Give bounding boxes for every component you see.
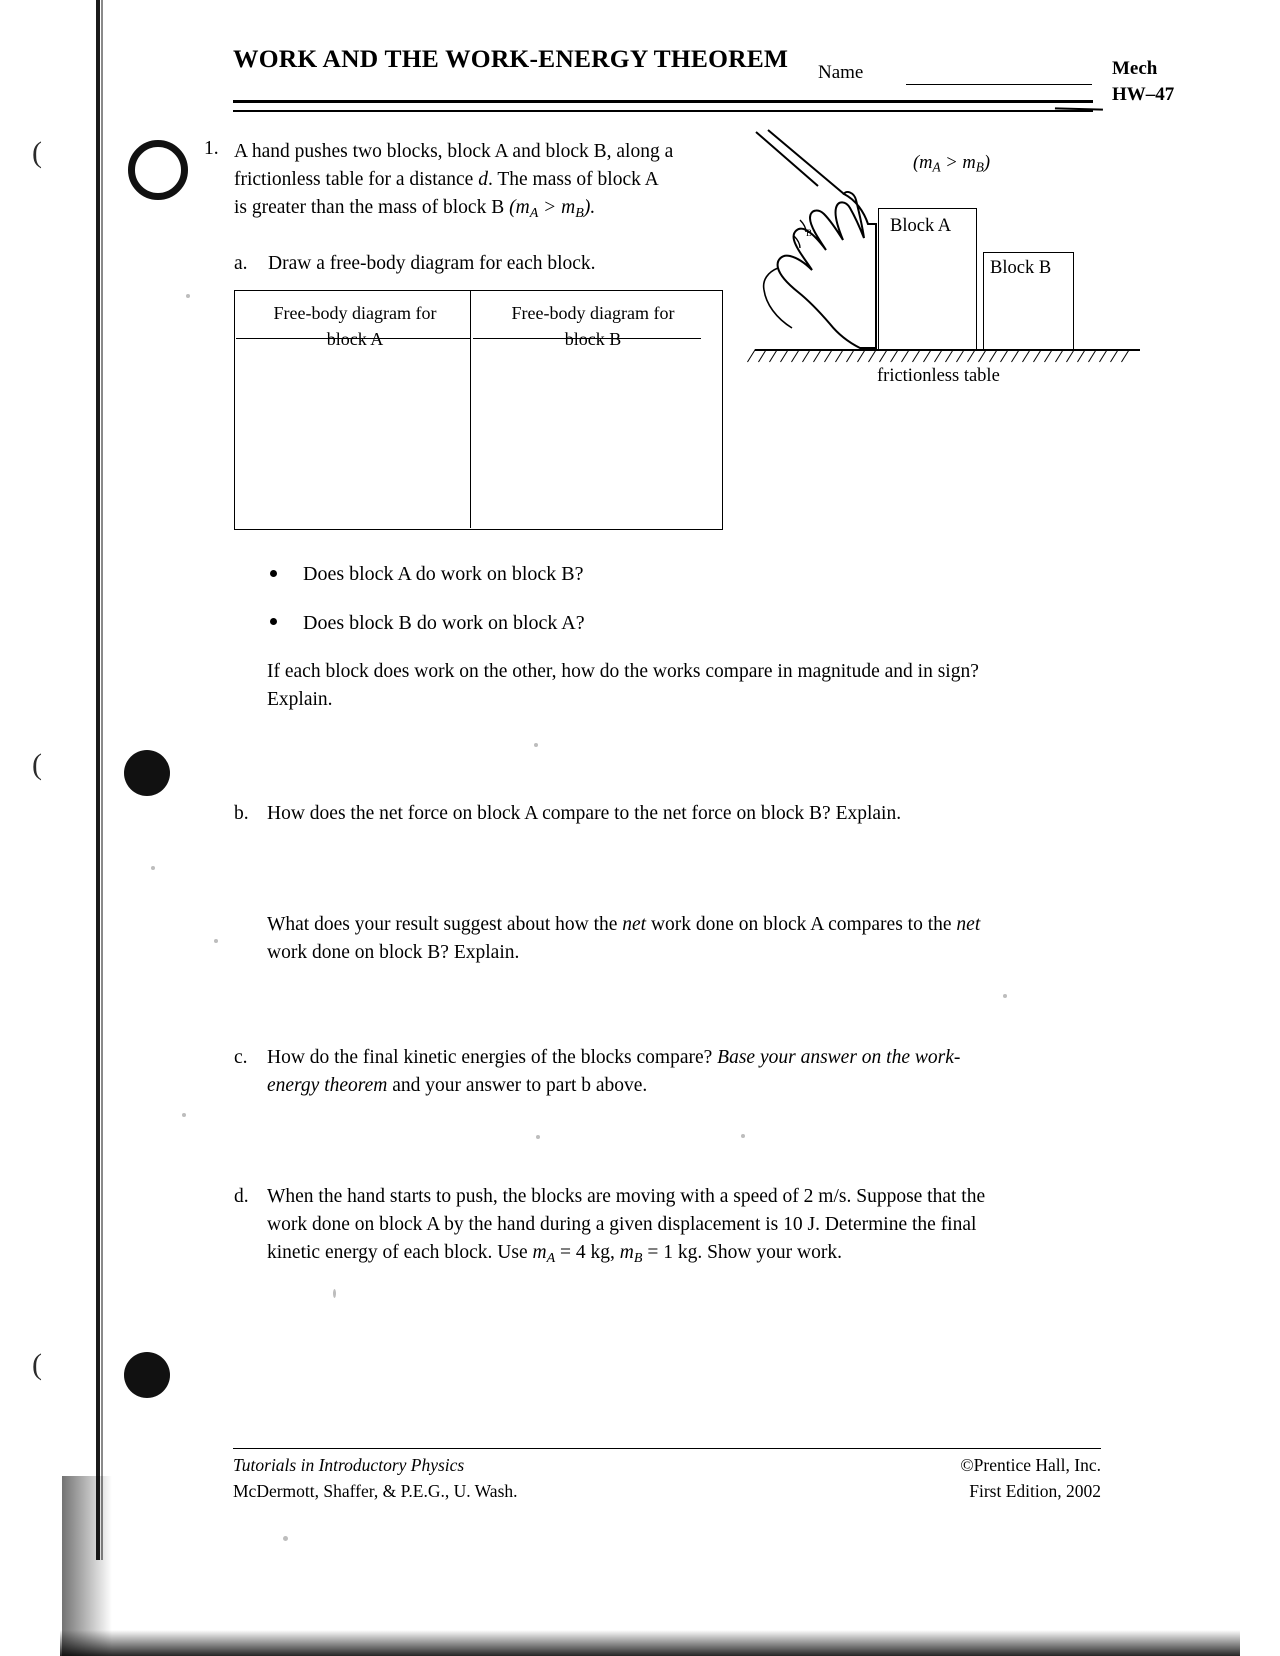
scan-border-gap xyxy=(236,340,239,488)
mass-relation-open: (m xyxy=(509,197,530,218)
figure-mass-relation xyxy=(913,153,990,176)
scan-shadow-corner xyxy=(62,1476,112,1656)
hatch-mark xyxy=(868,349,877,362)
hatch-mark xyxy=(846,349,855,362)
hatch-mark xyxy=(1044,349,1053,362)
punch-hole-top xyxy=(128,140,188,200)
footer-authors: McDermott, Shaffer, & P.E.G., U. Wash. xyxy=(233,1481,518,1501)
scan-speck xyxy=(534,743,538,747)
hatch-mark xyxy=(780,349,789,362)
footer-copyright: ©Prentice Hall, Inc. xyxy=(960,1455,1101,1475)
mass-b-symbol: m xyxy=(619,1242,634,1263)
hatch-mark xyxy=(1077,349,1086,362)
part-a-followup-line1: If each block does work on the other, how do the works compare in magnitude and in sign? xyxy=(267,661,979,682)
hatch-mark xyxy=(1000,349,1009,362)
hatch-mark xyxy=(824,349,833,362)
mass-a-sub: A xyxy=(546,1249,556,1266)
fbd-caption-rule-a xyxy=(236,338,470,339)
surface-label: frictionless table xyxy=(877,366,1000,386)
part-c-emph-2: energy theorem xyxy=(267,1075,388,1096)
hatch-mark xyxy=(802,349,811,362)
scan-border-gap xyxy=(471,375,474,483)
scan-speck xyxy=(741,1134,745,1138)
footer-edition: First Edition, 2002 xyxy=(969,1481,1101,1501)
hatch-mark xyxy=(1066,349,1075,362)
question-stem-line2a: frictionless table for a distance xyxy=(234,169,479,190)
figure-mass-a-sub: A xyxy=(932,159,941,175)
footer-book-title: Tutorials in Introductory Physics xyxy=(233,1455,465,1475)
part-c-text-pre: How do the final kinetic energies of the blocks compare? xyxy=(267,1047,718,1068)
header-divider-rule xyxy=(233,100,1093,112)
hatch-mark xyxy=(934,349,943,362)
figure-mass-open: (m xyxy=(913,153,933,173)
scan-shadow-bottom xyxy=(60,1630,1240,1656)
part-a-followup xyxy=(267,658,1097,714)
part-b-emph-net-1: net xyxy=(622,914,647,935)
bullet-marker xyxy=(270,570,277,577)
question-stem-line2b: . The mass of block A xyxy=(487,169,659,190)
hatch-mark xyxy=(912,349,921,362)
question-stem xyxy=(234,138,744,227)
part-b-text: How does the net force on block A compare to the net force on block B? Explain. xyxy=(267,803,902,824)
punch-hole-bottom xyxy=(124,1352,170,1398)
block-b-label: Block B xyxy=(990,258,1052,278)
question-stem-line3a: is greater than the mass of block B xyxy=(234,197,510,218)
question-number: 1. xyxy=(204,138,219,159)
page-title: WORK AND THE WORK-ENERGY THEOREM xyxy=(233,44,789,73)
hatch-mark xyxy=(769,349,778,362)
name-write-in-line[interactable] xyxy=(906,84,1092,85)
name-label: Name xyxy=(818,62,864,83)
part-c-text xyxy=(267,1044,1097,1100)
part-c-text-post: and your answer to part b above. xyxy=(387,1075,648,1096)
part-d-text xyxy=(267,1183,1097,1272)
hatch-mark xyxy=(901,349,910,362)
hatch-mark xyxy=(967,349,976,362)
scan-speck xyxy=(1003,994,1007,998)
part-d-letter: d. xyxy=(234,1186,249,1207)
hatch-mark xyxy=(978,349,987,362)
figure-mass-close: ) xyxy=(983,153,991,173)
scan-speck xyxy=(333,1289,336,1298)
bullet-marker xyxy=(270,618,277,625)
fbd-caption-a-line1: Free-body diagram for xyxy=(273,303,437,323)
scan-speck xyxy=(536,1135,540,1139)
scan-mark-top: ( xyxy=(32,136,42,169)
hatch-mark xyxy=(1011,349,1020,362)
scan-mark-middle: ( xyxy=(32,748,42,781)
fbd-caption-b-line1: Free-body diagram for xyxy=(511,303,675,323)
hatch-mark xyxy=(835,349,844,362)
fbd-caption-rule-b xyxy=(473,338,701,339)
svg-text:B: B xyxy=(806,228,813,238)
part-a-bullet-2: Does block B do work on block A? xyxy=(303,612,585,634)
course-code-label: Mech xyxy=(1112,58,1158,79)
hatch-mark xyxy=(956,349,965,362)
surface-hatching xyxy=(755,349,1140,363)
hatch-mark xyxy=(890,349,899,362)
hatch-mark xyxy=(1121,349,1130,362)
mass-a-subscript: A xyxy=(529,204,539,221)
part-d-line1: When the hand starts to push, the blocks are moving with a speed of 2 m/s. Suppose that the xyxy=(267,1186,986,1207)
hand-illustration xyxy=(748,128,898,358)
scan-speck xyxy=(214,939,218,943)
fbd-caption-b-line2: block B xyxy=(564,329,622,349)
hatch-mark xyxy=(879,349,888,362)
mass-a-value: = 4 kg, xyxy=(555,1242,620,1263)
figure-mass-gt: > m xyxy=(940,153,976,173)
hatch-mark xyxy=(1099,349,1108,362)
fbd-caption-block-b xyxy=(478,300,708,352)
mass-relation-close: ). xyxy=(583,197,596,218)
hatch-mark xyxy=(1055,349,1064,362)
part-d-line2: work done on block A by the hand during a given displacement is 10 J. Determine the final xyxy=(267,1214,977,1235)
part-a-followup-line2: Explain. xyxy=(267,689,333,710)
hatch-mark xyxy=(1022,349,1031,362)
part-a-letter: a. xyxy=(234,253,248,274)
scan-speck xyxy=(182,1113,186,1117)
fbd-caption-block-a xyxy=(240,300,470,352)
mass-a-symbol: m xyxy=(532,1242,547,1263)
distance-symbol: d xyxy=(478,169,488,190)
scan-mark-bottom: ( xyxy=(32,1348,42,1381)
part-a-bullet-1: Does block A do work on block B? xyxy=(303,563,584,585)
hatch-mark xyxy=(989,349,998,362)
page-binding-edge xyxy=(96,0,100,1560)
part-c-letter: c. xyxy=(234,1047,248,1068)
scan-speck xyxy=(283,1536,288,1541)
hatch-mark xyxy=(813,349,822,362)
hatch-mark xyxy=(1088,349,1097,362)
scan-speck xyxy=(186,294,190,298)
hatch-mark xyxy=(791,349,800,362)
mass-b-value: = 1 kg. Show your work. xyxy=(642,1242,842,1263)
scan-speck xyxy=(151,866,155,870)
mass-relation-gt: > m xyxy=(538,197,576,218)
part-b-emph-net-2: net xyxy=(956,914,981,935)
hatch-mark xyxy=(1110,349,1119,362)
mass-b-sub: B xyxy=(633,1249,643,1266)
figure-mass-b-sub: B xyxy=(975,159,984,175)
hatch-mark xyxy=(945,349,954,362)
homework-number-label: HW–47 xyxy=(1112,84,1175,105)
part-b-followup-pre: What does your result suggest about how the xyxy=(267,914,623,935)
part-b-followup-line2: work done on block B? Explain. xyxy=(267,942,520,963)
fbd-caption-a-line2: block A xyxy=(326,329,384,349)
part-b-followup-mid: work done on block A compares to the xyxy=(646,914,957,935)
hatch-mark xyxy=(758,349,767,362)
part-c-emph-1: Base your answer on the work- xyxy=(717,1047,961,1068)
mass-b-subscript: B xyxy=(575,204,584,221)
question-stem-line1: A hand pushes two blocks, block A and block B, along a xyxy=(234,141,674,162)
part-a-text: Draw a free-body diagram for each block. xyxy=(268,253,596,274)
footer-divider-rule xyxy=(233,1448,1101,1449)
part-d-line3-pre: kinetic energy of each block. Use xyxy=(267,1242,533,1263)
hatch-mark xyxy=(857,349,866,362)
part-b-letter: b. xyxy=(234,803,249,824)
block-a-label: Block A xyxy=(890,216,952,236)
hatch-mark xyxy=(923,349,932,362)
punch-hole-middle xyxy=(124,750,170,796)
hatch-mark xyxy=(1033,349,1042,362)
part-b-followup xyxy=(267,911,1097,967)
page-binding-shadow xyxy=(101,0,103,1560)
